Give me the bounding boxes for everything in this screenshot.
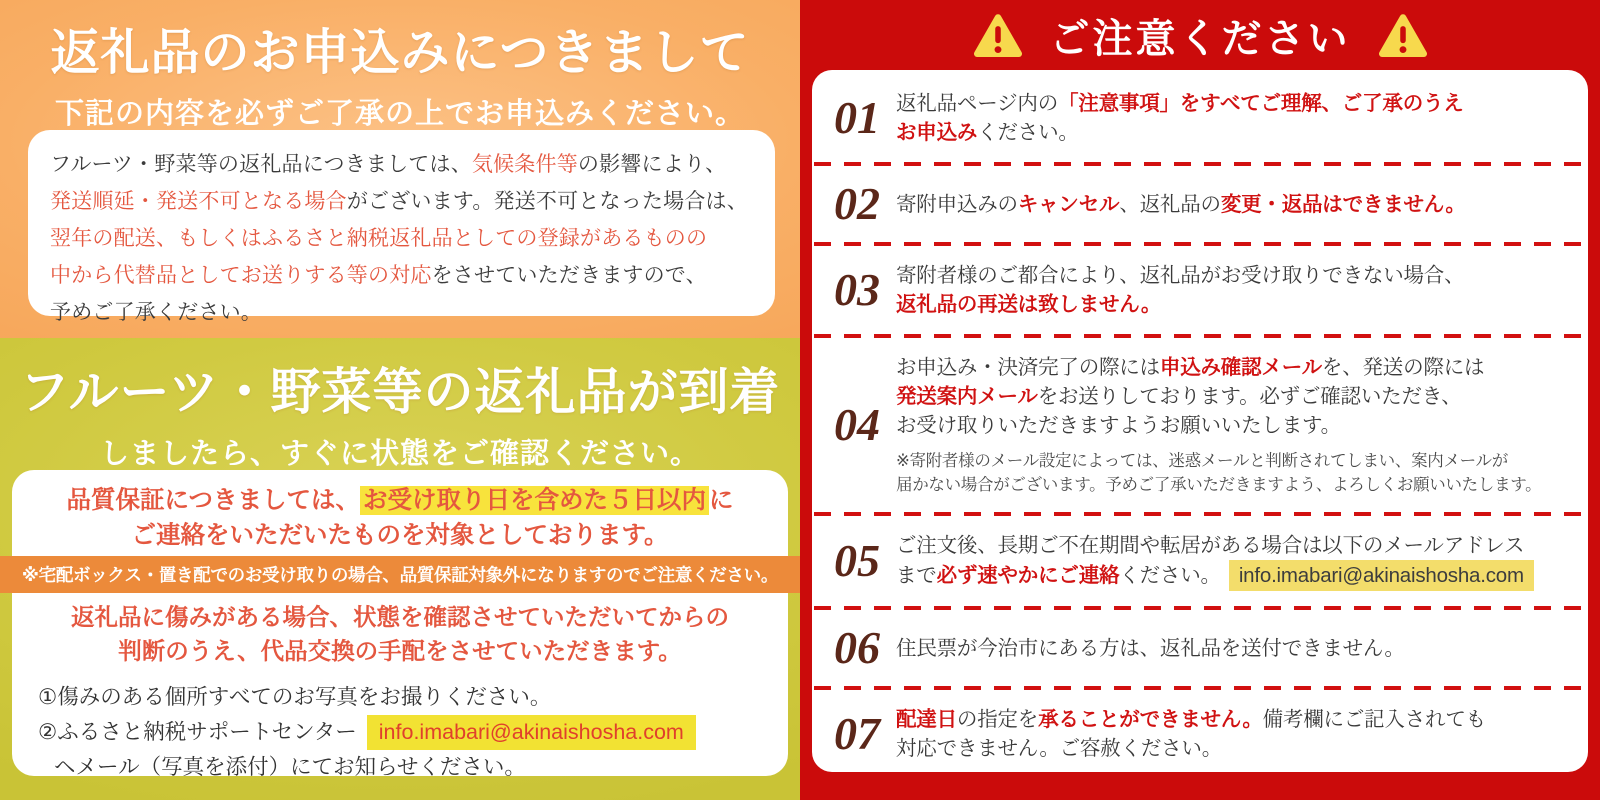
text-segment: の影響により、 <box>577 153 727 176</box>
text-segment: 寄附申込みの <box>896 192 1018 216</box>
text-segment: ※寄附者様のメール設定によっては、迷惑メールと判断されてしまい、案内メールが <box>896 452 1508 470</box>
text-segment: 変更・返品はできません。 <box>1220 192 1466 216</box>
quality-guarantee-text <box>12 483 788 553</box>
warning-triangle-icon <box>972 12 1024 58</box>
step-2 <box>38 715 768 750</box>
notice-item-text <box>896 531 1568 591</box>
text-segment: お受け取り日を含めた５日以内 <box>360 486 709 515</box>
text-segment: を、発送の際には <box>1321 356 1485 379</box>
apply-subtitle: 下記の内容を必ずご了承の上でお申込みください。 <box>54 98 745 130</box>
text-segment: info.imabari@akinaishosha.com <box>367 715 696 750</box>
notice-item-text <box>896 634 1568 663</box>
caution-header <box>800 0 1600 70</box>
text-segment: がございます。発送不可となった場合は、 <box>346 190 748 213</box>
notice-item-number: 07 <box>834 708 880 759</box>
text-segment: をさせていただきますので、 <box>431 264 707 287</box>
step-3 <box>38 752 768 783</box>
notice-item-number: 02 <box>834 178 880 229</box>
notice-item <box>812 74 1588 162</box>
text-segment: 返礼品の再送は致しません。 <box>896 293 1162 316</box>
notice-item <box>812 246 1588 334</box>
notice-item-note <box>896 449 1568 497</box>
text-segment: 「注意事項」をすべてご理解、ご了承のうえ <box>1058 92 1464 115</box>
notice-item <box>812 166 1588 242</box>
notice-item-number: 04 <box>834 399 880 450</box>
notice-item-text <box>896 89 1568 147</box>
text-segment: に <box>709 487 734 514</box>
text-segment: 返礼品に傷みがある場合、状態を確認させていただいてからの <box>71 604 729 630</box>
text-segment: をお送りしております。必ずご確認いただき、 <box>1037 385 1462 408</box>
notice-item-number: 01 <box>834 92 880 143</box>
arrival-title: フルーツ・野菜等の返礼品が到着 <box>19 364 781 420</box>
text-segment: フルーツ・野菜等の返礼品につきましては、 <box>50 153 472 176</box>
apply-notice-card <box>28 130 775 324</box>
arrival-subtitle: しましたら、すぐに状態をご確認ください。 <box>99 438 700 470</box>
notice-item-text <box>896 705 1568 763</box>
text-segment: 届かない場合がございます。予めご了承いただきますよう、よろしくお願いいたします。 <box>896 476 1542 494</box>
notice-item-text <box>896 261 1568 319</box>
text-segment: 中から代替品としてお送りする等の対応 <box>50 264 432 287</box>
text-segment: 対応できません。ご容赦ください。 <box>896 737 1223 760</box>
notice-item <box>812 610 1588 686</box>
notice-item-number: 06 <box>834 622 880 673</box>
text-segment: お申込み <box>896 121 978 144</box>
warning-triangle-icon <box>1377 12 1429 58</box>
caution-title: ご注意ください <box>1049 16 1351 61</box>
caution-panel <box>800 0 1600 800</box>
notice-item-text <box>896 353 1568 497</box>
text-segment: info.imabari@akinaishosha.com <box>1229 560 1534 591</box>
text-segment: 返礼品ページ内の <box>896 92 1058 115</box>
text-segment: 品質保証につきましては、 <box>66 487 360 514</box>
arrival-notice-card <box>12 470 788 779</box>
text-segment: まで <box>896 564 937 587</box>
notice-item-text <box>896 190 1568 219</box>
apply-section <box>0 0 800 338</box>
text-segment: 気候条件等 <box>471 153 578 176</box>
text-segment: 予めご了承ください。 <box>50 301 262 324</box>
text-segment: 住民票が今治市にある方は、返礼品を送付できません。 <box>896 636 1405 660</box>
notice-item <box>812 690 1588 772</box>
text-segment: 備考欄にご記入されても <box>1262 708 1486 731</box>
text-segment: 判断のうえ、代品交換の手配をさせていただきます。 <box>118 638 682 664</box>
text-segment: 発送順延・発送不可となる場合 <box>50 190 347 213</box>
text-segment: 翌年の配送、もしくはふるさと納税返礼品としての登録があるものの <box>50 227 708 250</box>
step-1 <box>38 682 768 713</box>
text-segment: ご連絡をいただいたものを対象としております。 <box>131 522 669 549</box>
text-segment: ください。 <box>1119 564 1221 587</box>
text-segment: ①傷みのある個所すべてのお写真をお撮りください。 <box>38 685 552 709</box>
notice-item-number: 05 <box>834 535 880 586</box>
text-segment: 発送案内メール <box>896 385 1038 408</box>
text-segment: 、返礼品の <box>1119 192 1221 216</box>
caution-list-card <box>812 70 1588 772</box>
text-segment: ください。 <box>977 121 1079 144</box>
text-segment: 申込み確認メール <box>1159 356 1322 379</box>
text-segment: ヘメール（写真を添付）にてお知らせください。 <box>54 755 526 779</box>
damage-policy-text <box>12 600 788 668</box>
apply-notice-text <box>50 146 751 331</box>
text-segment: 配達日 <box>896 708 957 731</box>
notice-item-number: 03 <box>834 264 880 315</box>
notice-item <box>812 516 1588 606</box>
apply-title: 返礼品のお申込みにつきまして <box>50 25 750 80</box>
text-segment: 必ず速やかにご連絡 <box>936 564 1120 587</box>
delivery-box-warning-bar <box>0 556 800 593</box>
notice-item <box>812 338 1588 512</box>
contact-steps <box>38 682 768 785</box>
text-segment: キャンセル <box>1017 192 1120 216</box>
text-segment: お受け取りいただきますようお願いいたします。 <box>896 414 1341 437</box>
text-segment: ご注文後、長期ご不在期間や転居がある場合は以下のメールアドレス <box>896 534 1525 557</box>
text-segment: 寄附者様のご都合により、返礼品がお受け取りできない場合、 <box>896 264 1465 287</box>
text-segment: ②ふるさと納税サポートセンター <box>38 720 357 744</box>
text-segment: 承ることができません。 <box>1038 708 1263 731</box>
delivery-box-warning-text: ※宅配ボックス・置き配でのお受け取りの場合、品質保証対象外になりますのでご注意ください。 <box>21 565 779 585</box>
text-segment: の指定を <box>956 708 1039 731</box>
text-segment: お申込み・決済完了の際には <box>896 356 1160 379</box>
